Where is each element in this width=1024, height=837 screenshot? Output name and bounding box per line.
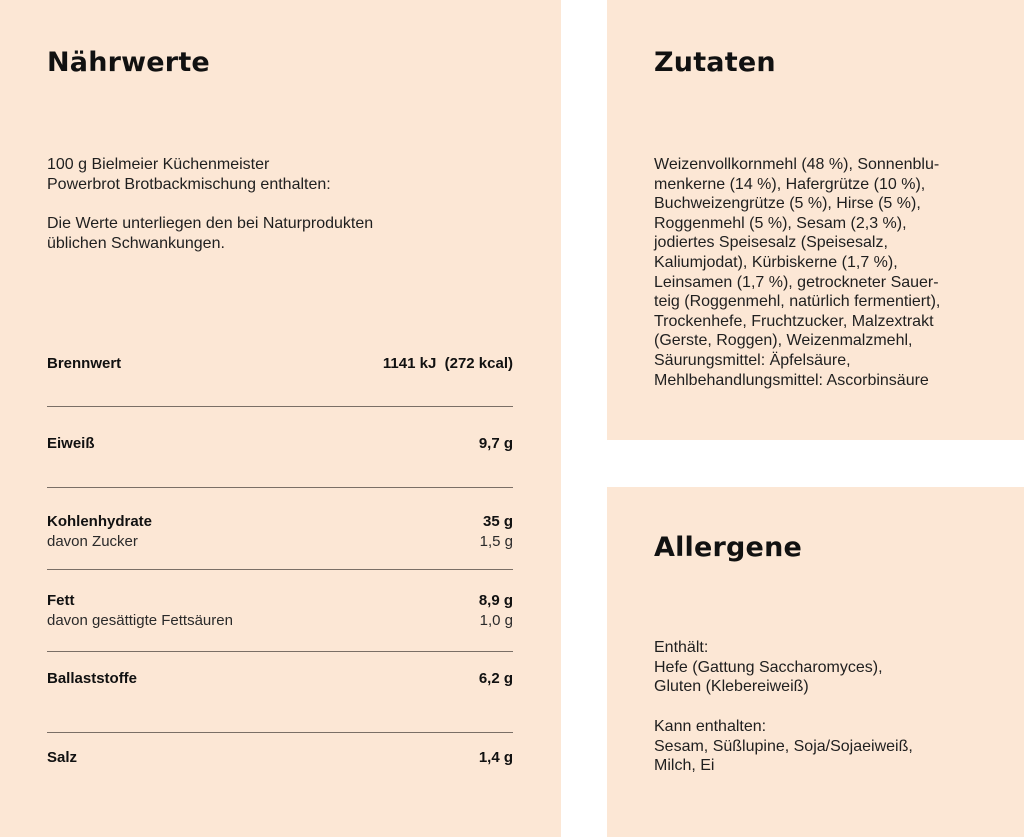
nutrition-label: Brennwert xyxy=(47,355,122,372)
allergene-line: Gluten (Klebereiweiß) xyxy=(654,678,809,696)
zutaten-line: Mehlbehandlungsmittel: Ascorbinsäure xyxy=(654,371,929,389)
nutrition-value: 1141 kJ (272 kcal) xyxy=(382,355,513,372)
nutrition-value: 8,9 g xyxy=(478,592,513,609)
allergene-line: Hefe (Gattung Saccharomyces), xyxy=(654,658,883,676)
nutrition-row-salz xyxy=(47,749,513,769)
allergene-may-contain xyxy=(654,717,1014,776)
allergene-line: Sesam, Süßlupine, Soja/Sojaeiweiß, xyxy=(654,737,913,755)
zutaten-line: Säurungsmittel: Äpfelsäure, xyxy=(654,351,851,369)
nutrition-sub-value: 1,0 g xyxy=(479,612,513,629)
zutaten-line: Trockenhefe, Fruchtzucker, Malzextrakt xyxy=(654,312,934,330)
allergene-line: Milch, Ei xyxy=(654,757,715,775)
zutaten-line: Roggenmehl (5 %), Sesam (2,3 %), xyxy=(654,214,907,232)
nutrition-row-ballaststoffe xyxy=(47,670,513,690)
allergene-panel xyxy=(607,487,1024,837)
nutrition-value: 6,2 g xyxy=(478,670,513,687)
allergene-contains xyxy=(654,638,1014,697)
nutrition-row-brennwert xyxy=(47,355,513,375)
nutrition-divider xyxy=(47,569,513,570)
nutrition-sub-label: davon gesättigte Fettsäuren xyxy=(47,612,233,629)
zutaten-line: Buchweizengrütze (5 %), Hirse (5 %), xyxy=(654,195,921,213)
zutaten-line: Kaliumjodat), Kürbiskerne (1,7 %), xyxy=(654,253,898,271)
nutrition-value: 9,7 g xyxy=(478,435,513,452)
nutrition-row-eiweiss xyxy=(47,435,513,455)
nutrition-value: 1,4 g xyxy=(478,749,513,766)
nutrition-label: Ballaststoffe xyxy=(47,670,138,687)
note-line: üblichen Schwankungen. xyxy=(47,234,225,252)
nutrition-label: Kohlenhydrate xyxy=(47,513,153,530)
zutaten-line: (Gerste, Roggen), Weizenmalzmehl, xyxy=(654,332,913,350)
nutrition-sub-value: 1,5 g xyxy=(479,533,513,550)
allergene-heading: Allergene xyxy=(654,532,803,563)
nutrition-divider xyxy=(47,732,513,733)
zutaten-line: Weizenvollkornmehl (48 %), Sonnenblu- xyxy=(654,156,940,173)
zutaten-line: teig (Roggenmehl, natürlich fermentiert), xyxy=(654,293,941,311)
nutrition-label: Eiweiß xyxy=(47,435,95,452)
allergene-line: Enthält: xyxy=(654,639,709,656)
allergene-line: Kann enthalten: xyxy=(654,718,767,735)
zutaten-line: menkerne (14 %), Hafergrütze (10 %), xyxy=(654,175,926,193)
nutrition-divider xyxy=(47,487,513,488)
naehrwerte-note xyxy=(47,214,517,253)
note-line: Die Werte unterliegen den bei Naturprodukten xyxy=(47,215,374,232)
intro-line: 100 g Bielmeier Küchenmeister xyxy=(47,156,270,173)
zutaten-list xyxy=(654,155,1014,390)
zutaten-line: jodiertes Speisesalz (Speisesalz, xyxy=(654,234,888,252)
nutrition-value: 35 g xyxy=(482,513,513,530)
naehrwerte-heading: Nährwerte xyxy=(47,47,210,78)
nutrition-sub-label: davon Zucker xyxy=(47,533,138,550)
zutaten-heading: Zutaten xyxy=(654,47,776,78)
nutrition-label: Fett xyxy=(47,592,75,609)
nutrition-label: Salz xyxy=(47,749,78,766)
zutaten-line: Leinsamen (1,7 %), getrockneter Sauer- xyxy=(654,273,939,291)
nutrition-divider xyxy=(47,406,513,407)
naehrwerte-intro xyxy=(47,155,517,194)
nutrition-row-fett xyxy=(47,592,513,632)
nutrition-divider xyxy=(47,651,513,652)
zutaten-panel xyxy=(607,0,1024,440)
nutrition-row-kohlenhydrate xyxy=(47,513,513,553)
intro-line: Powerbrot Brotbackmischung enthalten: xyxy=(47,175,331,193)
